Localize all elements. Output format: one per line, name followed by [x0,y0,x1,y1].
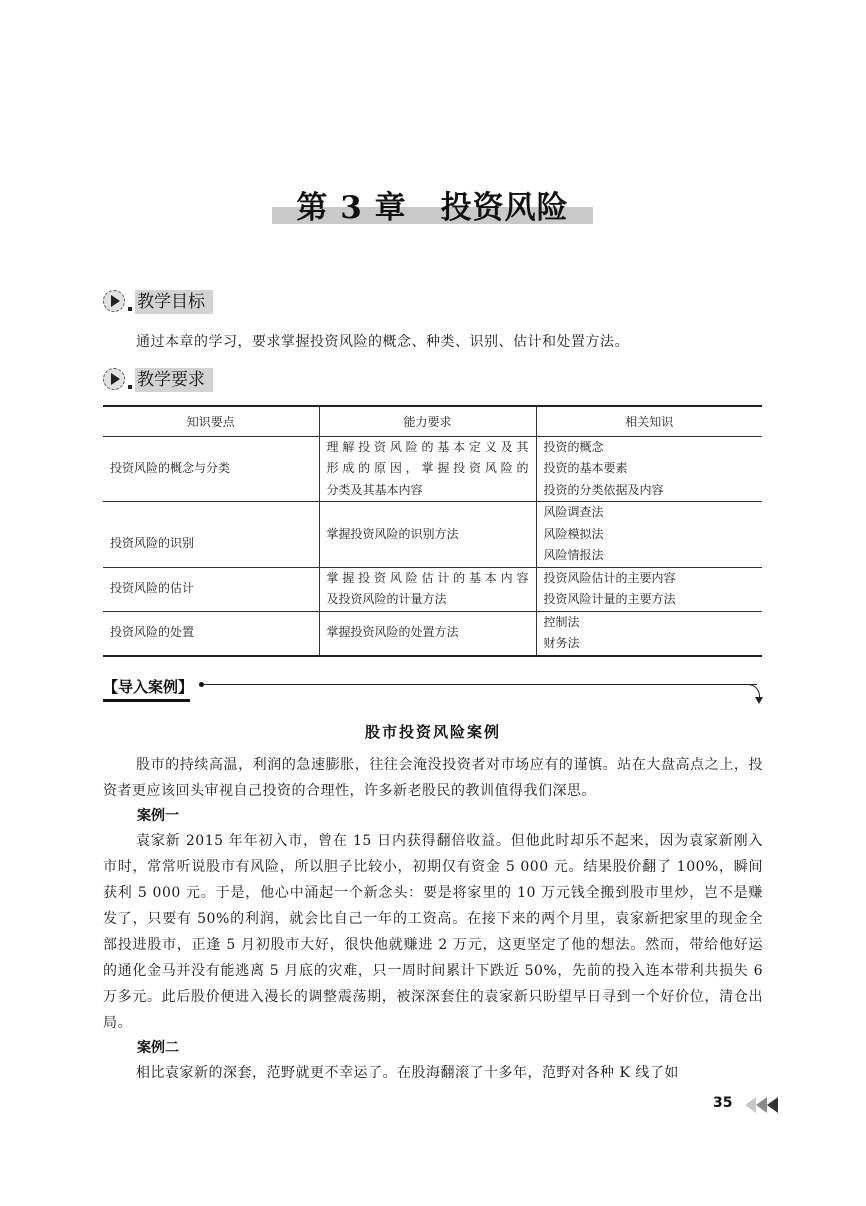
cell-related: 风险调查法 风险模拟法 风险情报法 [536,502,762,568]
cell-point: 投资风险的识别 [110,535,195,550]
requirements-table [103,405,762,657]
section-goals-label: 教学目标 [135,290,213,314]
case-rule-curve [748,684,760,698]
page-number: 35 [713,1095,733,1111]
play-circle-icon [103,290,125,312]
cell-point: 投资风险的处置 [110,625,195,640]
case2-label: 案例二 [137,1040,179,1056]
case-title: 股市投资风险案例 [364,723,501,741]
section-requirements-label: 教学要求 [135,368,213,392]
cell-related: 投资的概念 投资的基本要素 投资的分类依据及内容 [536,436,762,502]
arrow-down-icon [755,697,763,704]
case1-text: 袁家新 2015 年年初入市，曾在 15 日内获得翻倍收益。但他此时却乐不起来，因为袁家新刚入市时，常常听说股市有风险，所以胆子比较小，初期仅有资金 5 000 元。结果股价翻了 100%，瞬间获利 5 000 元。于是，他心中涌起一个新念头：要是将家里的 10 万元钱全搬到股市里炒，岂不是赚发了，只要有 50%的利润，就会比自己一年的工资高。在接下来的两个月里，袁家新把家里的现金全部投进股市，正逢 5 月初股市大好，很快他就赚进 2 万元，这更坚定了他的想法。然而，带给他好运的通化金马并没有能逃离 5 月底的灾难，只一周时间累计下跌近 50%，先前的投入连本带利共损失 6 万多元。此后股价便进入漫长的调整震荡期，被深深套住的袁家新只盼望早日寻到一个好价位，清仓出局。 [103,833,763,1031]
chapter-number: 第 3 章 [296,190,407,226]
case-intro: 股市的持续高温，利润的急速膨胀，往往会淹没投资者对市场应有的谨慎。站在大盘高点之上，投资者更应该回头审视自己投资的合理性，许多新老股民的教训值得我们深思。 [103,757,763,799]
chevron-left-icon [767,1097,778,1113]
case1-label: 案例一 [137,808,179,824]
chapter-name: 投资风险 [440,190,569,226]
cell-ability: 理解投资风险的基本定义及其 形成的原因，掌握投资风险的 分类及其基本内容 [319,436,536,502]
header-knowledge-point: 知识要点 [186,414,235,429]
case-header: 【导入案例】 [103,678,194,696]
table-row [103,436,762,502]
header-ability: 能力要求 [319,406,536,436]
header-related: 相关知识 [536,406,762,436]
table-row [103,567,762,611]
chapter-title [272,182,593,227]
cell-ability: 掌握投资风险的处置方法 [319,611,536,656]
table-row [103,611,762,656]
section-requirements-heading [103,368,303,394]
chevron-left-icon [745,1097,756,1113]
section-goals-heading [103,290,303,316]
case-header-underline [103,699,190,702]
cell-point: 投资风险的概念与分类 [110,461,231,475]
table-header-row [103,406,762,436]
case-rule-line [204,684,757,685]
case2-text: 相比袁家新的深套，范野就更不幸运了。在股海翻滚了十多年，范野对各种 K 线了如 [136,1065,679,1081]
play-circle-icon [103,368,125,390]
table-row [103,502,762,568]
cell-ability: 掌握投资风险估计的基本内容 及投资风险的计量方法 [319,567,536,611]
goals-text: 通过本章的学习，要求掌握投资风险的概念、种类、识别、估计和处置方法。 [136,334,629,350]
chevron-left-icon [756,1097,767,1113]
cell-point: 投资风险的估计 [110,581,195,596]
cell-related: 投资风险估计的主要内容 投资风险计量的主要方法 [536,567,762,611]
cell-ability: 掌握投资风险的识别方法 [319,502,536,568]
cell-related: 控制法 财务法 [536,611,762,656]
